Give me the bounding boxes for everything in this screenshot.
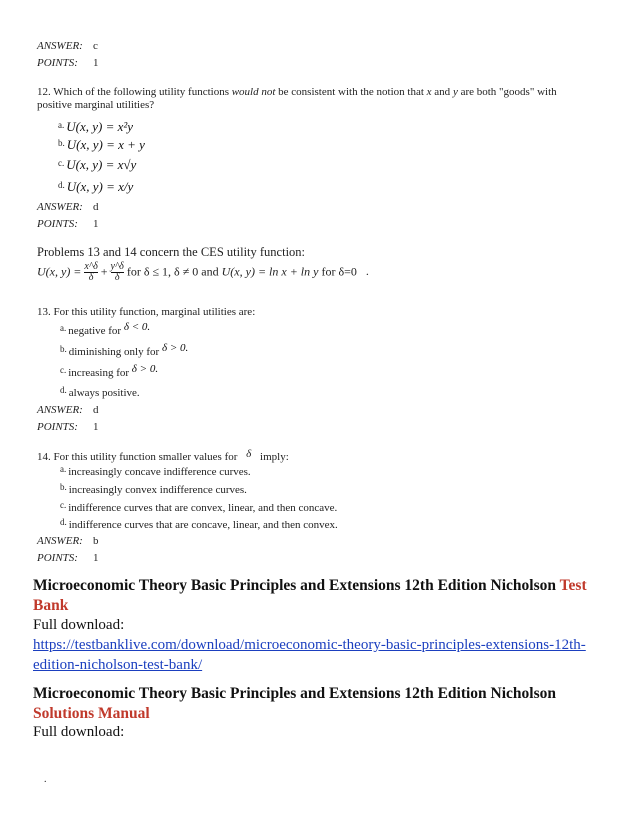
q12-stem-prefix: 12. Which of the following utility functions — [37, 86, 232, 98]
q14-option-b — [60, 484, 247, 496]
option-letter: b. — [60, 344, 67, 354]
q14-option-d — [60, 519, 338, 531]
points-label: POINTS: — [37, 421, 78, 433]
q13-answer-row — [37, 404, 99, 416]
option-letter: d. — [58, 180, 65, 190]
option-letter: a. — [58, 120, 65, 130]
answer-value: b — [93, 535, 99, 547]
q12-option-c — [58, 156, 136, 174]
q11-points-row — [37, 57, 99, 69]
option-formula: U(x, y) = x/y — [66, 179, 134, 194]
q12-answer-row — [37, 201, 99, 213]
q14-stem — [37, 448, 289, 463]
q13-option-c — [60, 363, 159, 379]
points-value: 1 — [93, 421, 99, 433]
option-formula: U(x, y) = x²y — [66, 119, 134, 134]
option-letter: b. — [60, 482, 67, 492]
promo1-title-text: Microeconomic Theory Basic Principles and Extensions 12th Edition Nicholson — [33, 577, 557, 594]
ces-u2: U(x, y) = ln x + ln y — [221, 264, 319, 279]
option-text: increasing for — [68, 367, 130, 379]
option-letter: a. — [60, 323, 67, 333]
answer-label: ANSWER: — [37, 201, 83, 213]
points-value: 1 — [93, 57, 99, 69]
q12-option-b — [58, 136, 145, 154]
ces-num1: x^δ — [84, 261, 98, 272]
q12-points-row — [37, 218, 99, 230]
answer-value: d — [93, 404, 99, 416]
q14-stem-suffix: imply: — [260, 451, 289, 463]
q12-stem-y: y — [452, 86, 458, 98]
q13-option-b — [60, 342, 189, 358]
ces-num2: y^δ — [110, 261, 124, 272]
ces-period: . — [365, 264, 369, 279]
q12-stem-mid: be consistent with the notion that — [275, 86, 427, 98]
ces-frac-2 — [111, 262, 124, 283]
q14-stem-delta: δ — [246, 448, 252, 460]
points-label: POINTS: — [37, 57, 78, 69]
answer-value: c — [93, 40, 98, 52]
points-label: POINTS: — [37, 218, 78, 230]
answer-value: d — [93, 201, 99, 213]
option-formula: U(x, y) = x + y — [66, 137, 145, 152]
option-letter: a. — [60, 464, 67, 474]
option-letter: c. — [60, 365, 67, 375]
option-text: diminishing only for — [68, 346, 160, 358]
footer-dot: . — [44, 774, 47, 785]
ces-frac-1 — [84, 262, 97, 283]
ces-den2: δ — [111, 272, 124, 283]
option-letter: d. — [60, 517, 67, 527]
q12-stem-line1 — [37, 86, 557, 98]
option-text: indifference curves that are concave, linear, and then convex. — [68, 519, 338, 531]
points-label: POINTS: — [37, 552, 78, 564]
promo2-download-label: Full download: — [33, 724, 125, 740]
points-value: 1 — [93, 218, 99, 230]
option-text: increasingly concave indifference curves. — [68, 466, 251, 478]
q13-stem: 13. For this utility function, marginal utilities are: — [37, 306, 256, 318]
q14-stem-prefix: 14. For this utility function smaller values for — [37, 451, 238, 463]
promo1-title — [33, 576, 623, 616]
option-formula: U(x, y) = x√y — [66, 157, 137, 172]
ces-plus: + — [100, 264, 108, 279]
promo1-title-red: Test — [559, 577, 587, 594]
q14-option-a — [60, 466, 251, 478]
answer-label: ANSWER: — [37, 404, 83, 416]
q14-answer-row — [37, 535, 99, 547]
points-value: 1 — [93, 552, 99, 564]
q13-points-row — [37, 421, 99, 433]
answer-label: ANSWER: — [37, 40, 83, 52]
q12-stem-x: x — [426, 86, 432, 98]
promo1-download-label: Full download: — [33, 617, 125, 633]
q12-stem-line2: positive marginal utilities? — [37, 99, 155, 111]
q12-option-a — [58, 118, 133, 136]
option-letter: b. — [58, 138, 65, 148]
option-text: indifference curves that are convex, linear, and then concave. — [68, 502, 338, 514]
q12-stem-italic: would not — [231, 86, 276, 98]
option-letter: d. — [60, 385, 67, 395]
answer-label: ANSWER: — [37, 535, 83, 547]
promo2-title-red: Solutions Manual — [33, 705, 150, 722]
option-condition: δ > 0. — [161, 342, 189, 354]
q13-option-d — [60, 387, 140, 399]
promo1-link-line2[interactable]: edition-nicholson-test-bank/ — [33, 657, 203, 673]
option-letter: c. — [58, 158, 65, 168]
promo1-link-line1[interactable]: https://testbanklive.com/download/microeconomic-theory-basic-principles-extensions-12th- — [33, 637, 586, 653]
ces-lhs: U(x, y) = — [37, 264, 82, 279]
q12-option-d — [58, 178, 133, 196]
ces-formula — [37, 262, 369, 283]
promo2-title: Microeconomic Theory Basic Principles and Extensions 12th Edition Nicholson — [33, 685, 557, 702]
q13-option-a — [60, 321, 151, 337]
option-letter: c. — [60, 500, 67, 510]
ces-cond1: for δ ≤ 1, δ ≠ 0 and — [126, 264, 219, 279]
option-condition: δ > 0. — [131, 363, 159, 375]
q14-option-c — [60, 502, 337, 514]
q12-stem-suffix: are both "goods" with — [457, 86, 557, 98]
option-condition: δ < 0. — [123, 321, 151, 333]
option-text: increasingly convex indifference curves. — [68, 484, 247, 496]
ces-den1: δ — [84, 272, 97, 283]
ces-cond2: for δ=0 — [321, 264, 357, 279]
q11-answer-row — [37, 40, 98, 52]
q12-stem-and: and — [431, 86, 453, 98]
option-text: always positive. — [68, 387, 140, 399]
ces-intro: Problems 13 and 14 concern the CES utility function: — [37, 245, 306, 259]
q14-points-row — [37, 552, 99, 564]
option-text: negative for — [68, 325, 122, 337]
promo1-title-red-2: Bank — [33, 597, 69, 614]
